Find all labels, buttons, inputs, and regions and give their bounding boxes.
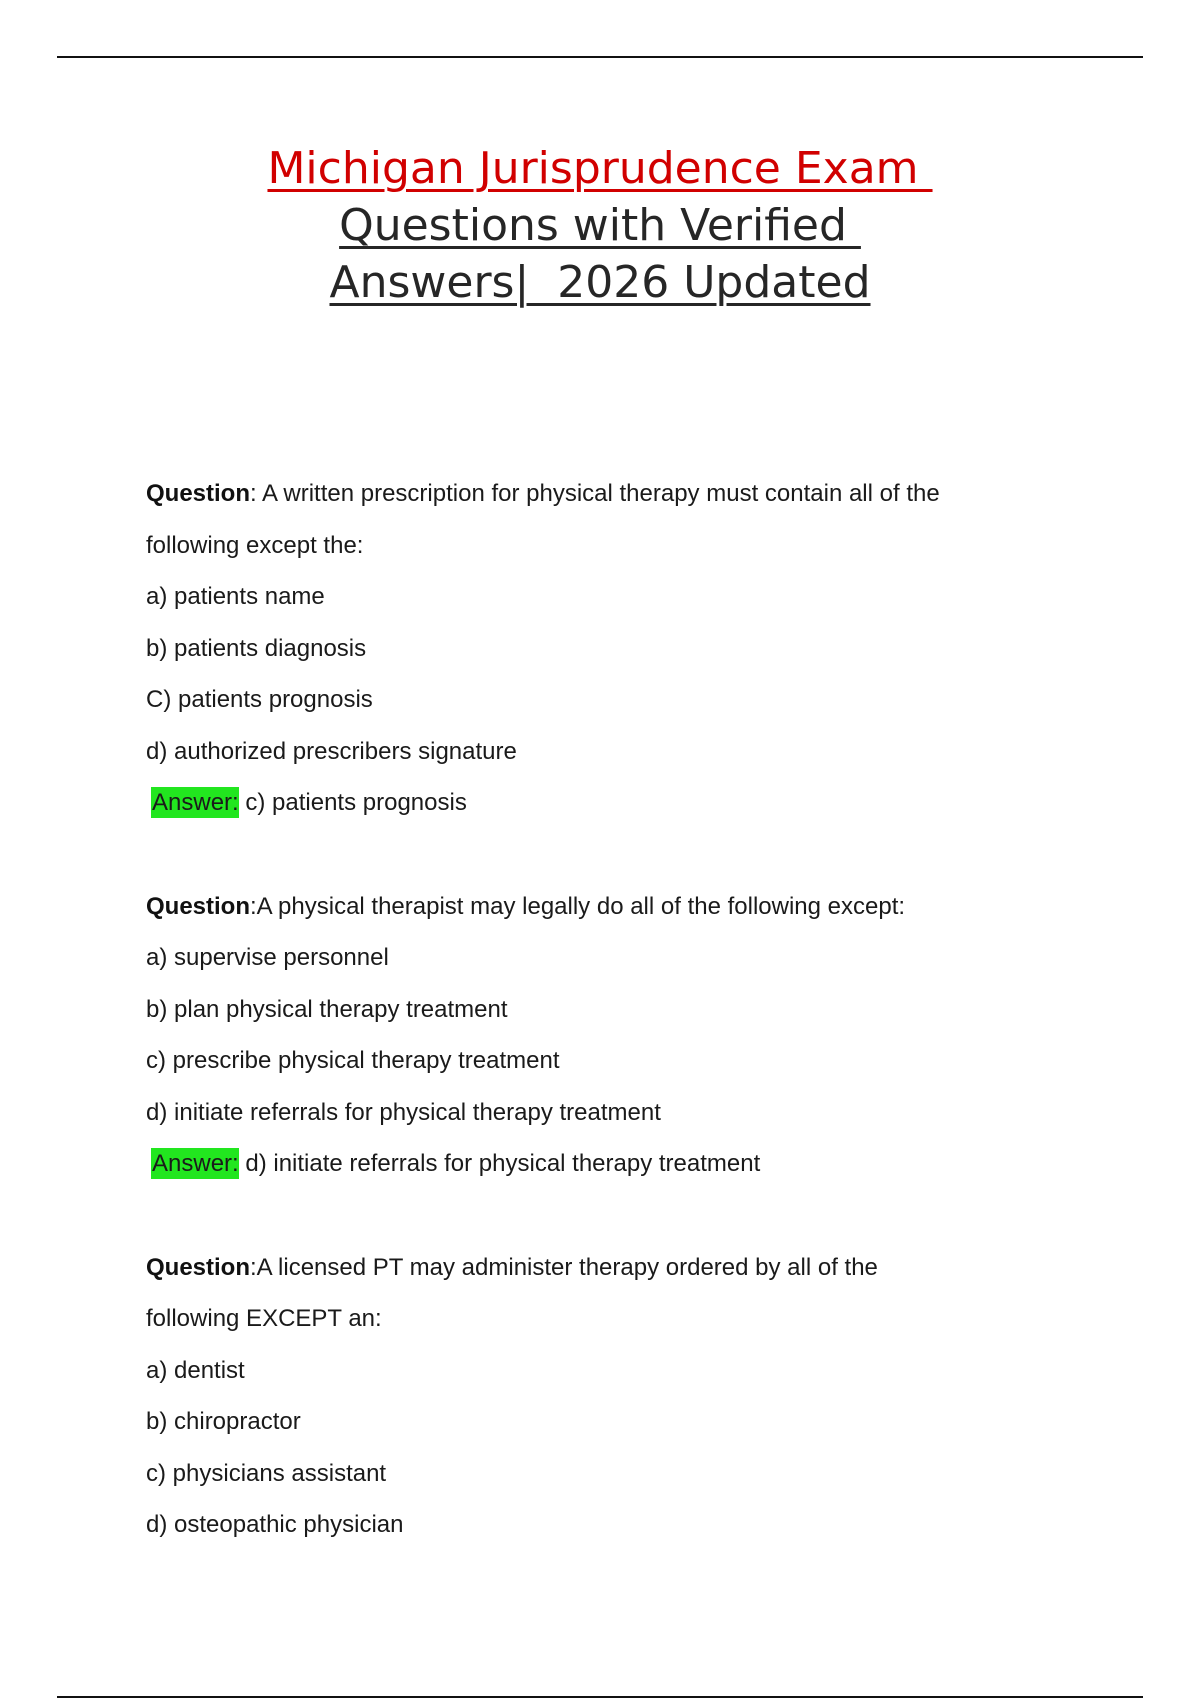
question-label: Question xyxy=(146,480,251,507)
document-title xyxy=(0,140,1200,311)
question-text-line2: following EXCEPT an: xyxy=(146,1305,382,1332)
title-line-3: Answers| 2026 Updated xyxy=(329,257,871,308)
question-text-line1: :A licensed PT may administer therapy ordered by all of the xyxy=(250,1253,878,1281)
option-c: c) physicians assistant xyxy=(146,1459,387,1487)
question-block-1 xyxy=(146,468,1066,829)
footer-rule xyxy=(57,1696,1143,1698)
option-a: a) supervise personnel xyxy=(146,944,389,971)
option-b: b) chiropractor xyxy=(146,1408,301,1435)
option-c: C) patients prognosis xyxy=(146,686,373,713)
question-text-line1: :A physical therapist may legally do all of the following except: xyxy=(250,892,906,920)
option-b: b) patients diagnosis xyxy=(146,634,367,662)
option-d: d) authorized prescribers signature xyxy=(146,737,517,765)
question-text xyxy=(146,468,1066,520)
option-b: b) plan physical therapy treatment xyxy=(146,995,508,1023)
answer-label: Answer: xyxy=(152,1150,239,1177)
option-d: d) initiate referrals for physical therapy treatment xyxy=(146,1098,661,1126)
question-text-line1: : A written prescription for physical therapy must contain all of the xyxy=(250,480,940,507)
option-d: d) osteopathic physician xyxy=(146,1511,404,1538)
question-label: Question xyxy=(146,892,251,920)
questions-list xyxy=(146,468,1066,1551)
question-text xyxy=(146,881,1066,933)
question-text xyxy=(146,1242,1066,1294)
title-line-2: Questions with Verified xyxy=(339,200,861,251)
answer-text: d) initiate referrals for physical therapy treatment xyxy=(238,1150,761,1177)
header-rule xyxy=(57,56,1143,58)
option-c: c) prescribe physical therapy treatment xyxy=(146,1047,560,1074)
answer-row xyxy=(146,1138,1066,1190)
option-a: a) patients name xyxy=(146,583,325,610)
title-line-1: Michigan Jurisprudence Exam xyxy=(267,143,933,194)
spacer xyxy=(146,1190,1066,1242)
question-block-3 xyxy=(146,1242,1066,1551)
answer-text: c) patients prognosis xyxy=(238,789,467,816)
answer-label: Answer: xyxy=(152,789,239,816)
question-text-line2: following except the: xyxy=(146,531,364,559)
answer-row xyxy=(146,777,1066,829)
spacer xyxy=(146,829,1066,881)
option-a: a) dentist xyxy=(146,1356,245,1384)
question-block-2 xyxy=(146,881,1066,1190)
question-label: Question xyxy=(146,1253,251,1281)
